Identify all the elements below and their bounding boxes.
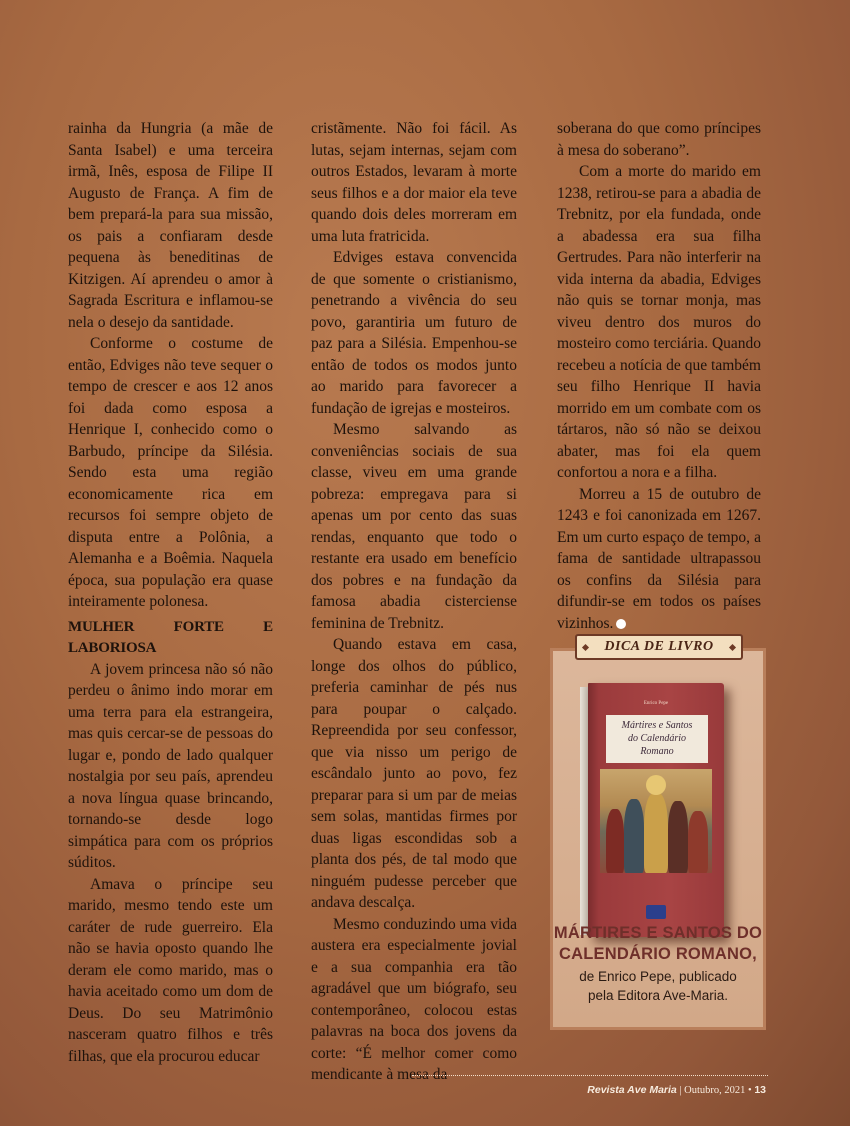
page-number: 13 [754, 1084, 766, 1096]
paragraph: rainha da Hungria (a mãe de Santa Isabel) e uma terceira irmã, Inês, esposa de Filipe II Augusto de França. A fim de bem prepará-la para sua missão, os pais a confiaram desde pequena às beneditinas de Kitzigen. Aí aprendeu o amor à Sagrada Escritura e inflamou-se nela o desejo da santidade. [68, 120, 273, 331]
painting-figure [688, 811, 708, 873]
book-title-line: MÁRTIRES E SANTOS DO [553, 924, 763, 942]
magazine-name: Revista Ave Maria [587, 1084, 677, 1096]
book-credit-line: de Enrico Pepe, publicado [579, 969, 737, 984]
article-column-1 [68, 118, 273, 1067]
book-tag-label: DICA DE LIVRO [575, 634, 743, 660]
article-column-2 [311, 118, 517, 1086]
cover-title-line: Romano [640, 746, 674, 757]
paragraph: Quando estava em casa, longe dos olhos do público, preferia caminhar de pés nus para poupar o calçado. Repreendida por seu confessor, que via nisso um perigo de escândalo junto ao povo, fez preparar para si um par de meias sem solas, mantidas firmes por duas ligas escondidas sob a planta dos pés, de tal modo que ninguém pudesse perceber que andava descalça. [311, 636, 517, 911]
cover-painting [600, 769, 712, 873]
cover-title-plate [606, 715, 708, 763]
book-credit-line: pela Editora Ave-Maria. [587, 988, 729, 1003]
cover-title-line: Mártires e Santos [621, 720, 693, 731]
footer-divider [412, 1075, 768, 1076]
book-credit [553, 967, 763, 1005]
book-cover-image [588, 683, 724, 937]
cover-title-line: do Calendário [627, 733, 687, 744]
painting-figure [668, 801, 688, 873]
paragraph: Mesmo salvando as conveniências sociais de sua classe, viveu em uma grande pobreza: empregava para si apenas um por cento das suas rendas, enquanto que todo o restante era usado em benefício dos pobres e na fundação da famosa abadia cisterciense feminina de Trebnitz. [311, 421, 517, 632]
book-title [553, 923, 763, 965]
painting-figure [606, 809, 624, 873]
page-footer [587, 1084, 766, 1096]
painting-halo [646, 775, 666, 795]
paragraph: Edviges estava convencida de que somente o cristianismo, penetrando a vivência do seu povo, garantiria um futuro de paz para a Silésia. Empenhou-se então de todos os modos junto ao marido para favorecer a fundação de igrejas e mosteiros. [311, 249, 517, 417]
issue-date: | Outubro, 2021 • [679, 1085, 752, 1096]
paragraph: Com a morte do marido em 1238, retirou-se para a abadia de Trebnitz, por ela fundada, onde a abadessa era sua filha Gertrudes. Para não interferir na vida interna da abadia, Edviges não quis se tornar monja, mas viveu dentro dos muros do mosteiro como terciária. Quando recebeu a notícia de que também seu filho Henrique II havia morrido em um combate com os tártaros, não só não se deixou abater, mas foi ela quem confortou a nora e a filha. [557, 163, 762, 481]
publisher-logo [646, 905, 666, 919]
book-title-line: CALENDÁRIO ROMANO, [559, 945, 757, 963]
section-subheading: MULHER FORTE E LABORIOSA [68, 618, 273, 656]
paragraph: cristãmente. Não foi fácil. As lutas, sejam internas, sejam com outros Estados, levaram à morte seus filhos e a dor maior ela teve quando dois deles morreram em uma luta fratricida. [311, 120, 517, 245]
paragraph: Conforme o costume de então, Edviges não teve sequer o tempo de crescer e aos 12 anos foi dada como esposa a Henrique I, conhecido como o Barbudo, príncipe da Silésia. Sendo esta uma região economicamente rica em recursos foi sempre objeto de disputa entre a Polônia, a Alemanha e a Boêmia. Naquela época, sua população era quase inteiramente polonesa. [68, 335, 273, 610]
end-mark-icon [616, 619, 626, 629]
paragraph [557, 484, 761, 635]
painting-figure [644, 793, 668, 873]
paragraph: soberana do que como príncipes à mesa do soberano”. [557, 120, 761, 159]
painting-figure [624, 799, 644, 873]
paragraph: Amava o príncipe seu marido, mesmo tendo este um caráter de rude guerreiro. Ela não se havia oposto quando lhe deram ele como marido, mas o havia aceitado como um dom de Deus. Do seu Matrimônio nasceram quatro filhos e três filhas, que ela procurou educar [68, 875, 273, 1065]
book-recommendation-box [550, 648, 766, 1030]
paragraph-text: Morreu a 15 de outubro de 1243 e foi canonizada em 1267. Em um curto espaço de tempo, a fama de santidade ultrapassou os confins da Silésia para difundir-se em todos os países vizinhos. [557, 485, 761, 632]
paragraph: A jovem princesa não só não perdeu o ânimo indo morar em uma terra para ela estrangeira, mas quis cercar-se de pessoas do lugar e, pondo de lado qualquer nostalgia por seu país, aprendeu a nova língua quase brincando, tornando-se desde logo simpática para com os próprios súditos. [68, 660, 273, 871]
cover-author: Enrico Pepe [643, 701, 669, 706]
article-column-3 [557, 118, 761, 634]
paragraph: Mesmo conduzindo uma vida austera era especialmente jovial e a sua companhia era tão agradável que um biógrafo, seu contemporâneo, colocou estas palavras na boca dos jovens da corte: “É melhor comer como mendicante à mesa da [311, 915, 517, 1083]
